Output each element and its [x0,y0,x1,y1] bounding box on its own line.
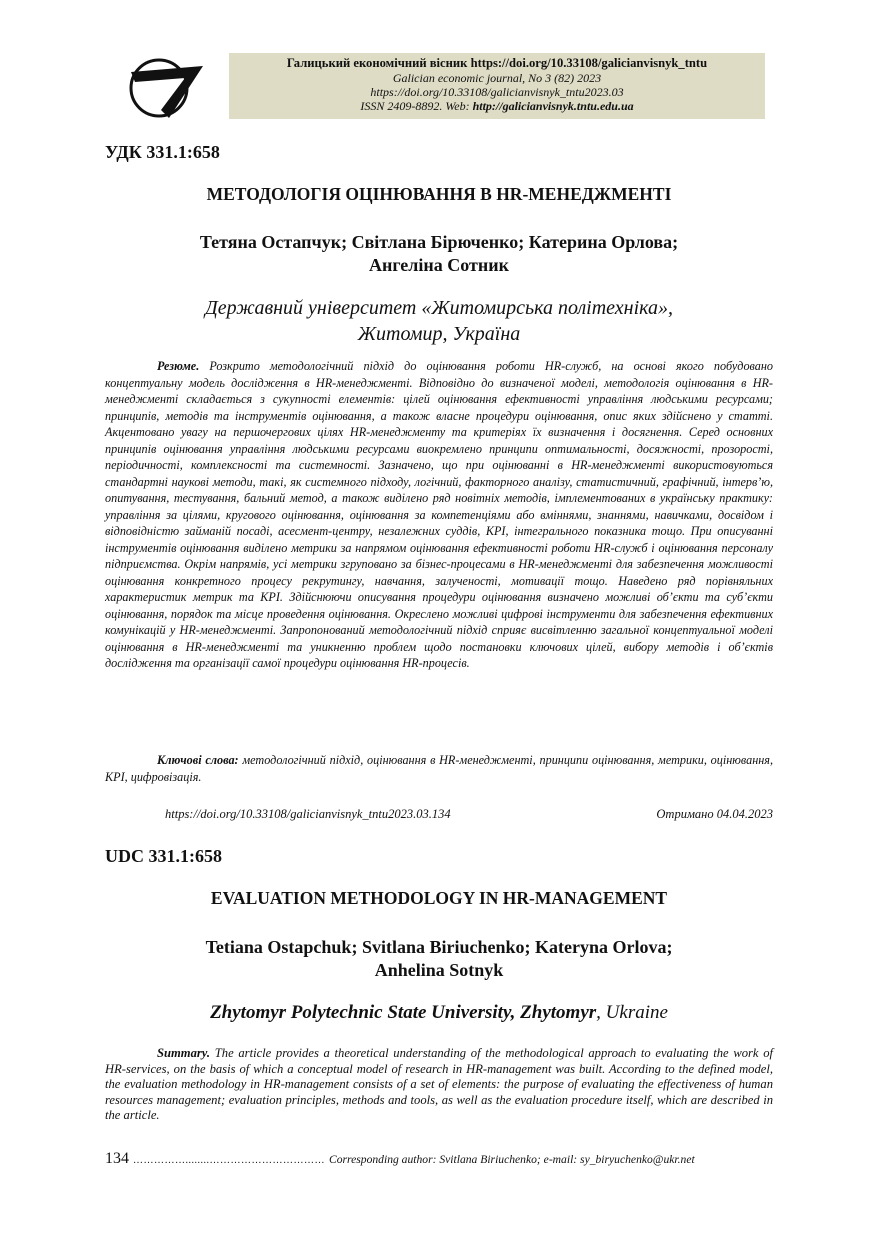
affiliation-en-main: Zhytomyr Polytechnic State University, Zhytomyr [210,1002,597,1023]
abstract-ua [105,358,773,672]
corresponding-author: Corresponding author: Svitlana Biriuchenko; e-mail: sy_biryuchenko@ukr.net [329,1153,695,1166]
udc-ua: УДК 331.1:658 [105,142,220,162]
affiliation-ua-line2: Житомир, Україна [357,323,521,345]
article-title-en: EVALUATION METHODOLOGY IN HR-MANAGEMENT [210,888,668,908]
footer-dots: ……………........…………………………… [133,1155,325,1166]
abstract-ua-text: Розкрито методологічний підхід до оцінювання роботи HR-служб, на основі якого побудовано концептуальну модель дослідження в HR-менеджменті. Відповідно до визначеної моделі, методологія оцінювання в HR-менеджменті складається з сукупності елементів: цілей оцінювання ефективності управління людськими ресурсами; принципів, методів та інструментів оцінювання, а також власне процедури оцінювання, опис яких здійснено у статті. Акцентовано увагу на першочергових цілях HR-менеджменту та критеріях їх визначення і досягнення. Серед основних принципів оцінювання управління людськими ресурсами виокремлено принципи оптимальності, досяжності, прозорості, періодичності, комплексності та системності. Зазначено, що при оцінюванні в HR-менеджменті використовуються стандартні наукові методи, такі, як системного підходу, логічний, факторного аналізу, статистичний, графічний, інтерв’ю, опитування, тестування, бальний метод, а також виділено ряд новітніх методів, імплементованих в українську практику: управління за цілями, кругового оцінювання, оцінювання за компетенціями або вміннями, знаннями, навичками, досвідом і відповідністю займаній посаді, асесмент-центру, незалежних суддів, KPI, інтегрального показника тощо. При описуванні інструментів оцінювання виділено метрики за напрямом оцінювання ефективності роботи HR-служб і оцінювання персоналу підприємства. Окрім напрямів, усі метрики згруповано за бізнес-процесами в HR-менеджменті для забезпечення можливості оцінювання конкретного процесу рекрутингу, навчання, залученості, мотивації тощо. Наведено ряд порівняльних характеристик метрик та KPI. Здійснюючи описування процедури оцінювання визначено можливі об’єкти та суб’єкти оцінювання, порядок та місце проведення оцінювання. Окреслено можливі цифрові інструменти для забезпечення ефективних комунікацій у HR-менеджменті. Запропонований методологічний підхід сприяє висвітленню загальної концептуальної моделі оцінювання в HR-менеджменті та уникненню проблем щодо постановки ключових цілей, вибору методів і об’єктів дослідження та організації самої процедури оцінювання HR-процесів. [105,359,773,670]
journal-issn-line [229,99,765,113]
article-doi-link[interactable]: https://doi.org/10.33108/galicianvisnyk_tntu2023.03.134 [165,807,451,821]
journal-web-link[interactable]: http://galicianvisnyk.tntu.edu.ua [472,99,634,114]
udc-en: UDC 331.1:658 [105,846,222,866]
page-footer [105,1150,773,1168]
affiliation-en-country: , Ukraine [596,1002,668,1023]
keywords-ua-label: Ключові слова: [157,753,239,767]
authors-en-line2: Anhelina Sotnyk [374,960,504,980]
journal-doi[interactable]: https://doi.org/10.33108/galicianvisnyk_tntu2023.03 [370,85,624,100]
authors-ua [105,231,773,277]
summary-en-label: Summary. [157,1046,211,1060]
logo-text: ТНТУ [135,80,175,97]
received-date: Отримано 04.04.2023 [656,807,773,821]
page-number: 134 [105,1150,129,1167]
authors-en-line1: Tetiana Ostapchuk; Svitlana Biriuchenko; Kateryna Orlova; [205,937,673,957]
affiliation-ua-line1: Державний університет «Житомирська політехніка», [205,297,673,319]
summary-en-text: The article provides a theoretical understanding of the methodological approach to evaluating the work of HR-services, on the basis of which a conceptual model of research in HR-management was built. According to the defined model, the evaluation methodology in HR-management consists of a set of elements: the purpose of evaluating the effectiveness of human resources management; evaluation principles, methods and tools, as well as the evaluation procedure itself, which are described in the article. [105,1046,773,1122]
affiliation-en [105,1002,773,1024]
authors-ua-line2: Ангеліна Сотник [369,255,509,275]
keywords-ua-text: методологічний підхід, оцінювання в HR-менеджменті, принципи оцінювання, метрики, оцінювання, KPI, цифровізація. [105,753,773,784]
issn-text: ISSN 2409-8892. Web: [360,99,473,114]
article-meta [165,807,773,822]
article-title-ua: МЕТОДОЛОГІЯ ОЦІНЮВАННЯ В HR-МЕНЕДЖМЕНТІ [206,184,672,204]
authors-ua-line1: Тетяна Остапчук; Світлана Бірюченко; Катерина Орлова; [199,232,679,252]
summary-en [105,1046,773,1124]
journal-issue: Galician economic journal, No 3 (82) 2023 [392,71,602,85]
keywords-ua [105,752,773,785]
abstract-ua-label: Резюме. [157,359,200,373]
journal-logo [125,52,205,120]
affiliation-ua [105,295,773,347]
journal-name: Галицький економічний вісник https://doi.org/10.33108/galicianvisnyk_tntu [286,56,708,70]
authors-en [105,936,773,982]
tntu-logo-icon [125,52,205,120]
journal-header [229,53,765,119]
